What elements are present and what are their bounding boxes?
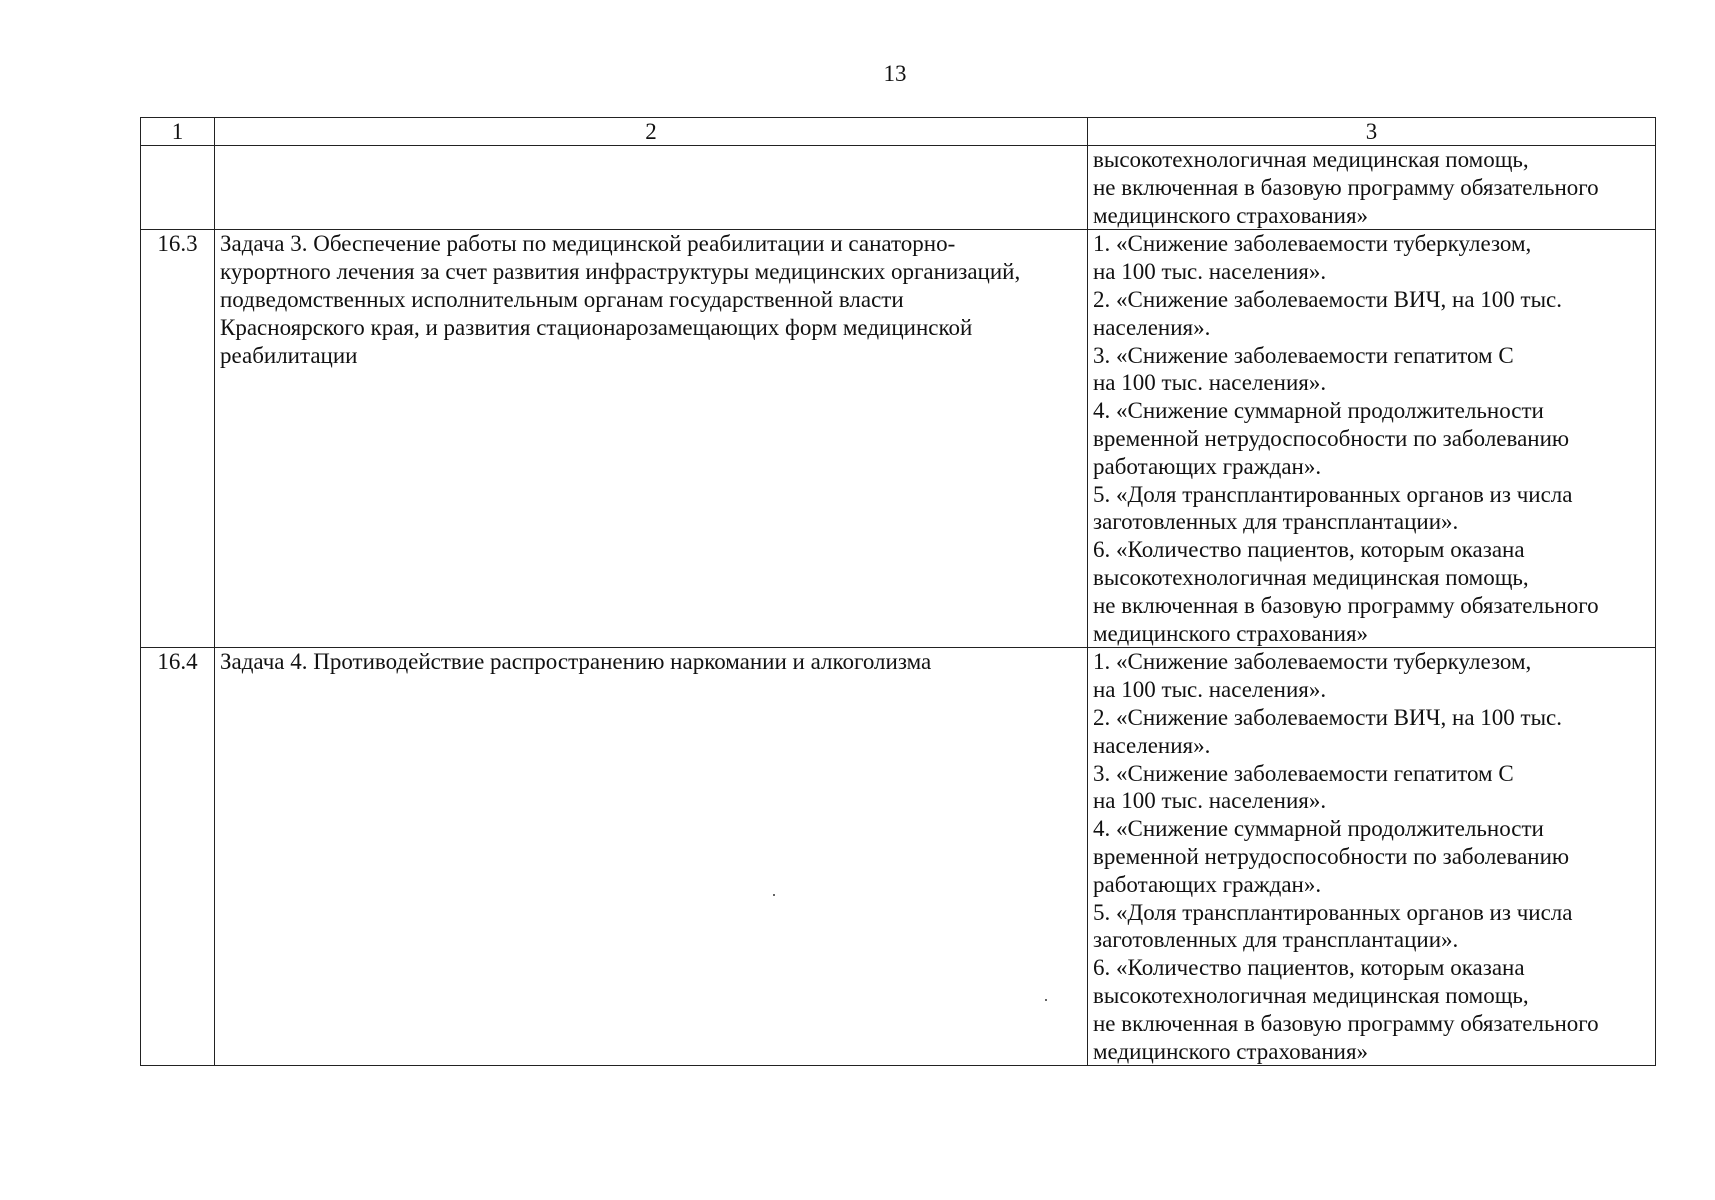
indicator-text-line: временной нетрудоспособности по заболеванию bbox=[1093, 425, 1570, 451]
table-row bbox=[141, 648, 1656, 1066]
indicator-text-line: заготовленных для трансплантации». bbox=[1093, 509, 1459, 535]
indicator-text-line: 5. «Доля трансплантированных органов из числа bbox=[1093, 481, 1573, 507]
task-text-line: курортного лечения за счет развития инфраструктуры медицинских организаций, bbox=[220, 259, 1021, 285]
table-row bbox=[141, 230, 1656, 648]
indicators-cell bbox=[1088, 648, 1656, 1066]
indicator-text-line: населения». bbox=[1093, 314, 1211, 340]
indicator-text-line: 3. «Снижение заболеваемости гепатитом С bbox=[1093, 760, 1514, 786]
indicator-text-line: 4. «Снижение суммарной продолжительности bbox=[1093, 398, 1544, 424]
indicator-text-line: высокотехнологичная медицинская помощь, bbox=[1093, 564, 1529, 590]
task-text-line: подведомственных исполнительным органам государственной власти bbox=[220, 286, 904, 312]
indicator-text-line: 4. «Снижение суммарной продолжительности bbox=[1093, 816, 1544, 842]
indicator-text-line: 5. «Доля трансплантированных органов из числа bbox=[1093, 899, 1573, 925]
column-header-indicators: 3 bbox=[1088, 118, 1656, 146]
row-number-cell: 16.3 bbox=[141, 230, 215, 648]
indicator-text-line: 6. «Количество пациентов, которым оказана bbox=[1093, 537, 1525, 563]
indicator-text-line: заготовленных для трансплантации». bbox=[1093, 927, 1459, 953]
row-number-cell: 16.4 bbox=[141, 648, 215, 1066]
column-header-number: 1 bbox=[141, 118, 215, 146]
scan-speck bbox=[1045, 999, 1047, 1001]
indicators-table bbox=[140, 117, 1656, 1066]
indicator-text-line: 1. «Снижение заболеваемости туберкулезом, bbox=[1093, 649, 1532, 675]
indicator-text-line: работающих граждан». bbox=[1093, 453, 1322, 479]
task-cell bbox=[215, 146, 1088, 230]
indicator-text-line: временной нетрудоспособности по заболеванию bbox=[1093, 843, 1570, 869]
indicator-text-line: населения». bbox=[1093, 732, 1211, 758]
indicator-text-line: на 100 тыс. населения». bbox=[1093, 370, 1327, 396]
indicator-text-line: медицинского страхования» bbox=[1093, 202, 1369, 228]
indicator-text-line: медицинского страхования» bbox=[1093, 1038, 1369, 1064]
indicator-text-line: медицинского страхования» bbox=[1093, 620, 1369, 646]
scan-speck bbox=[773, 894, 775, 896]
task-text-line: реабилитации bbox=[220, 342, 358, 368]
task-text-line: Красноярского края, и развития стационарозамещающих форм медицинской bbox=[220, 314, 973, 340]
indicator-text-line: 2. «Снижение заболеваемости ВИЧ, на 100 тыс. bbox=[1093, 286, 1563, 312]
indicator-text-line: 1. «Снижение заболеваемости туберкулезом, bbox=[1093, 231, 1532, 257]
indicator-text-line: 2. «Снижение заболеваемости ВИЧ, на 100 тыс. bbox=[1093, 704, 1563, 730]
table-header-row bbox=[141, 118, 1656, 146]
indicators-cell bbox=[1088, 146, 1656, 230]
indicator-text-line: работающих граждан». bbox=[1093, 871, 1322, 897]
indicator-text-line: не включенная в базовую программу обязательного bbox=[1093, 592, 1599, 618]
task-text-line: Задача 4. Противодействие распространению наркомании и алкоголизма bbox=[220, 649, 932, 675]
indicator-text-line: не включенная в базовую программу обязательного bbox=[1093, 174, 1599, 200]
page-number: 13 bbox=[883, 61, 907, 86]
indicator-text-line: на 100 тыс. населения». bbox=[1093, 677, 1327, 703]
table-row bbox=[141, 146, 1656, 230]
indicators-cell bbox=[1088, 230, 1656, 648]
indicator-text-line: высокотехнологичная медицинская помощь, bbox=[1093, 147, 1529, 172]
column-header-task: 2 bbox=[215, 118, 1088, 146]
indicator-text-line: на 100 тыс. населения». bbox=[1093, 259, 1327, 285]
indicator-text-line: не включенная в базовую программу обязательного bbox=[1093, 1010, 1599, 1036]
row-number-cell bbox=[141, 146, 215, 230]
task-text-line: Задача 3. Обеспечение работы по медицинской реабилитации и санаторно- bbox=[220, 231, 956, 257]
indicator-text-line: на 100 тыс. населения». bbox=[1093, 788, 1327, 814]
indicator-text-line: 3. «Снижение заболеваемости гепатитом С bbox=[1093, 342, 1514, 368]
task-cell bbox=[215, 230, 1088, 648]
task-cell bbox=[215, 648, 1088, 1066]
indicator-text-line: 6. «Количество пациентов, которым оказана bbox=[1093, 955, 1525, 981]
indicator-text-line: высокотехнологичная медицинская помощь, bbox=[1093, 982, 1529, 1008]
